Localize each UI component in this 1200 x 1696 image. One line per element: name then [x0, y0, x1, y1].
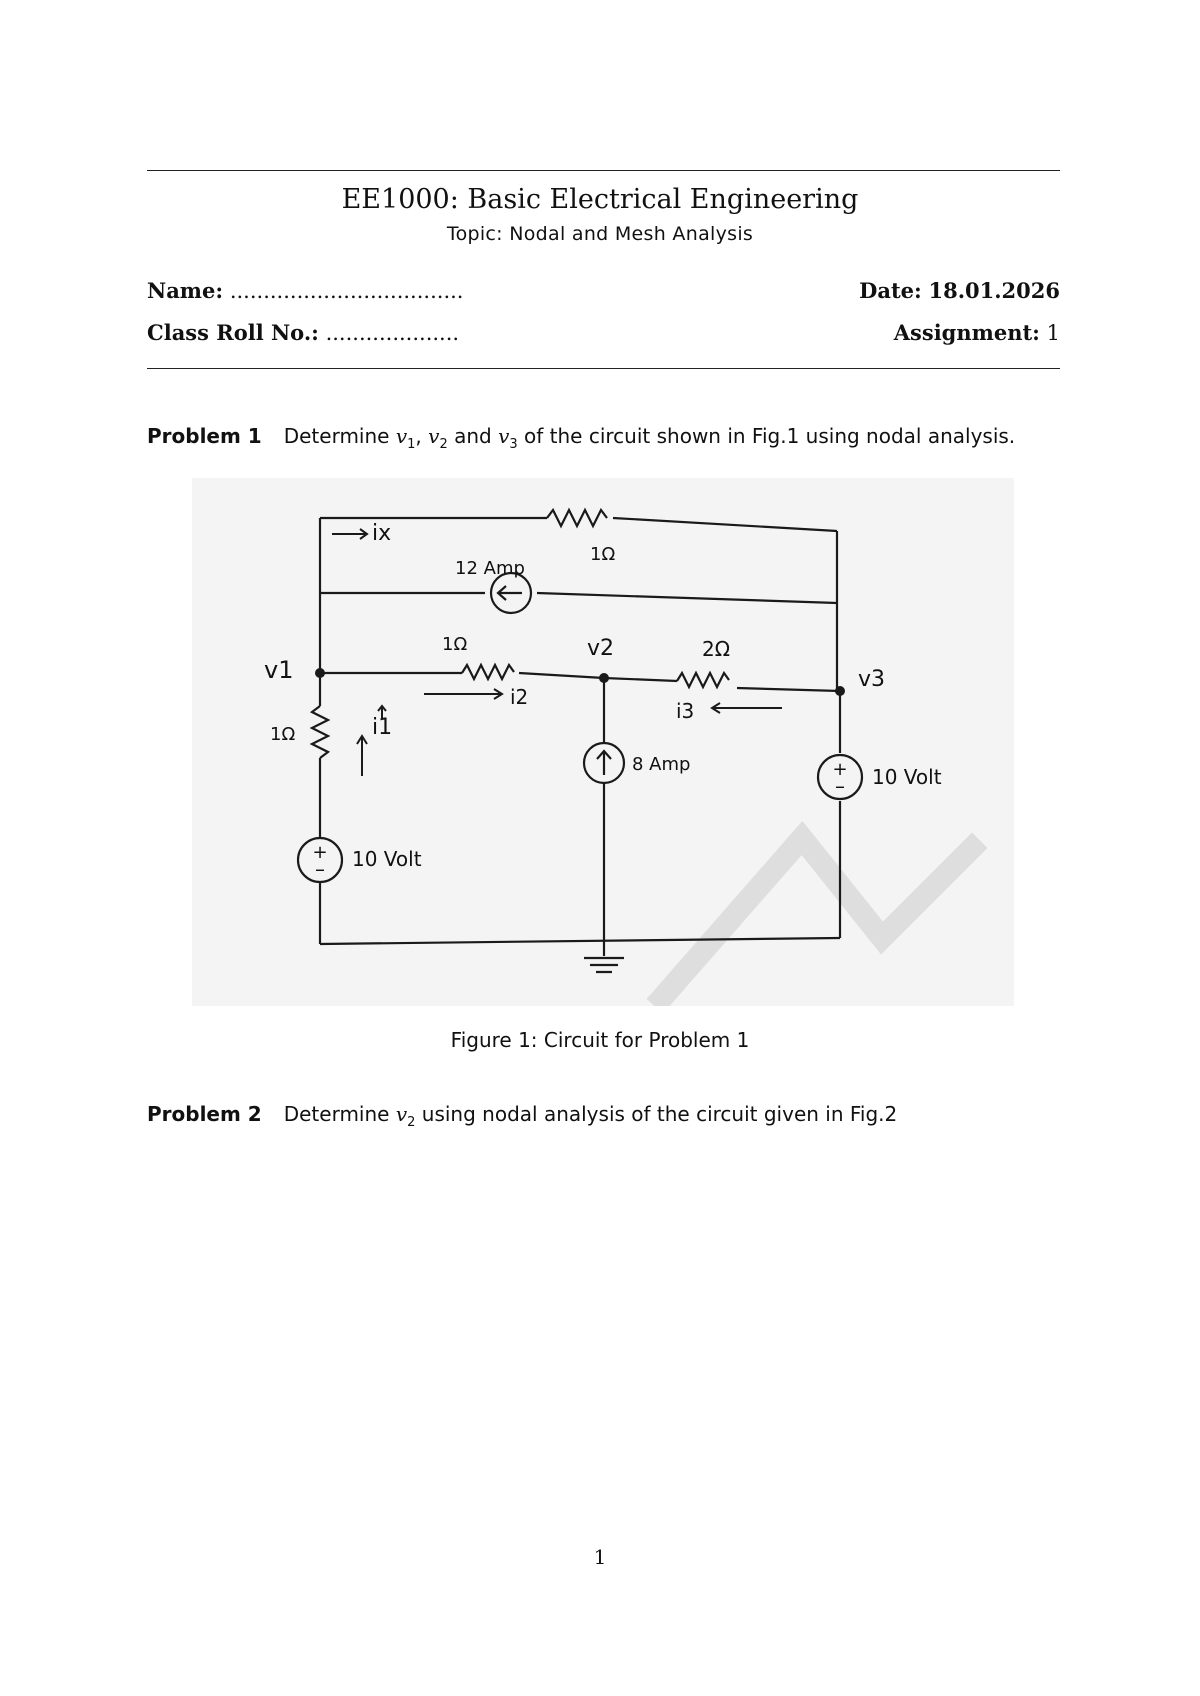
roll-field [147, 320, 459, 345]
header-bottom-rule [147, 368, 1060, 369]
current-source-8a [584, 743, 624, 783]
label-8amp: 8 Amp [632, 754, 691, 775]
assignment-field [894, 320, 1060, 345]
label-r-23: 2Ω [702, 637, 731, 661]
problem-1-text-a: Determine [283, 424, 396, 448]
problem-1-and: and [447, 424, 499, 448]
label-v3: v3 [858, 667, 886, 692]
p2-var-v2: v [395, 1102, 408, 1126]
voltage-source-right [818, 755, 862, 799]
var-v1-sub: 1 [407, 437, 416, 452]
problem-2-text-a: Determine [283, 1102, 396, 1126]
voltage-source-left [298, 838, 342, 882]
label-v1: v1 [264, 656, 294, 684]
problem-1-text-b: of the circuit shown in Fig.1 using nodal analysis. [517, 424, 1016, 448]
var-v3: v [498, 424, 510, 448]
label-v2: v2 [587, 636, 615, 661]
page-number: 1 [593, 1545, 607, 1569]
header-top-rule [147, 170, 1060, 171]
roll-dots: .................... [325, 321, 460, 345]
topic-subtitle: Topic: Nodal and Mesh Analysis [446, 223, 754, 245]
problem-1 [147, 424, 1015, 452]
label-i2: i2 [510, 685, 529, 709]
assignment-label: Assignment: [893, 320, 1040, 345]
name-label: Name: [147, 278, 224, 303]
var-v1: v [395, 424, 408, 448]
svg-text:–: – [315, 857, 325, 881]
course-title: EE1000: Basic Electrical Engineering [341, 184, 859, 215]
date-value: 18.01.2026 [928, 278, 1060, 303]
date-label: Date: [859, 278, 922, 303]
label-r-12: 1Ω [442, 634, 468, 655]
var-v2-sub: 2 [439, 437, 448, 452]
node-v3-dot [835, 686, 845, 696]
label-ix: ix [372, 521, 392, 546]
svg-text:–: – [835, 774, 845, 798]
problem-1-sep: , [415, 424, 429, 448]
problem-2-label: Problem 2 [147, 1102, 262, 1126]
problem-2-text-b: using nodal analysis of the circuit given in Fig.2 [415, 1102, 898, 1126]
date-field [859, 278, 1060, 303]
p2-var-v2-sub: 2 [407, 1115, 416, 1130]
node-v2-dot [599, 673, 609, 683]
label-vs-right: 10 Volt [872, 765, 942, 789]
circuit-figure-1 [192, 478, 1014, 1006]
label-r-top: 1Ω [590, 544, 616, 565]
svg-text:+: + [312, 842, 328, 863]
current-source-12a [491, 573, 531, 613]
label-r-left: 1Ω [270, 724, 296, 745]
var-v2: v [428, 424, 440, 448]
label-vs-left: 10 Volt [352, 847, 422, 871]
node-v1-dot [315, 668, 325, 678]
label-i3: i3 [676, 699, 695, 723]
var-v3-sub: 3 [509, 437, 518, 452]
problem-2 [147, 1102, 897, 1130]
label-i1: i1 [372, 715, 393, 740]
assignment-value: 1 [1046, 321, 1060, 345]
label-12amp: 12 Amp [455, 558, 525, 579]
name-field [147, 278, 463, 303]
figure-1-caption: Figure 1: Circuit for Problem 1 [450, 1028, 750, 1052]
svg-text:+: + [832, 759, 848, 780]
problem-1-label: Problem 1 [147, 424, 262, 448]
roll-label: Class Roll No.: [147, 320, 319, 345]
name-dots: ................................... [229, 279, 464, 303]
